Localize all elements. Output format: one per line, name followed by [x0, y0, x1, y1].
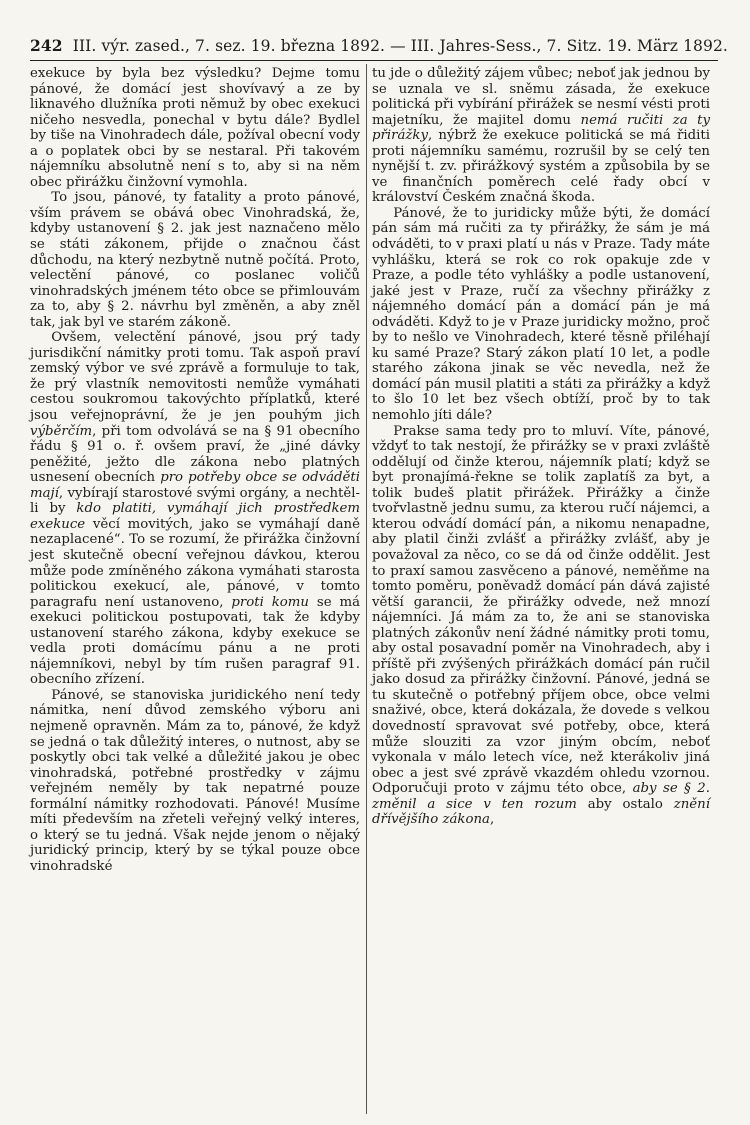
header-rule — [30, 60, 718, 61]
paragraph — [372, 424, 710, 828]
paragraph — [30, 688, 360, 875]
emphasis-text: výběrčím — [30, 423, 93, 439]
body-text: věcí movitých, jako se vymáhají daně nezaplacené“. To se rozumí, že přirážka činžovní jest skutečně obecní veřejnou dávkou, kterou může pode zmíněného zákona vymáhati starosta politickou exekucí, ale, pánové, v tomto paragrafu není ustanoveno, — [30, 516, 360, 610]
page-header — [30, 36, 728, 55]
paragraph — [372, 206, 710, 424]
emphasis-text: aby se § 2. změnil a sice v ten rozum — [372, 781, 710, 812]
body-text: , vybírají starostové svými orgány, a nechtěl-li by — [30, 485, 360, 517]
header-text: III. výr. zased., 7. sez. 19. března 1892. — III. Jahres-Sess., 7. Sitz. 19. März 1892. — [72, 37, 728, 55]
body-text: se má exekuci politickou postupovati, tak že kdyby ustanovení starého zákona, kdyby exekuce se vedla proti domácímu pánu a ne proti nájemníkovi, nebyl by tím rušen paragraf 91. obecního zřízení. — [30, 594, 360, 688]
right-column — [372, 66, 710, 828]
body-text: aby ostalo — [576, 796, 674, 812]
body-text: exekuce by byla bez výsledku? Dejme tomu pánové, že domácí jest shovívavý a ze by liknavého dlužníka proti němuž by obec exekuci ničeho nesvedla, ponechal v bytu dále? Bydlel by tiše na Vinohradech dále, požíval obecní vody a o poplatek obci by se nestaral. Při takovém nájemníku absolutně není s to, aby si na něm obec přirážku činžovní vymohla. — [30, 66, 360, 190]
body-text: Pánové, že to juridicky může býti, že domácí pán sám má ručiti za ty přirážky, že sám je má odváděti, to v praxi platí u nás v Praze. Tady máte vyhlášku, která se rok co rok opakuje zde v Praze, a podle této vyhlášky a podle ustanovení, jaké jest v Praze, ručí za všechny přirážky z nájemného domácí pán a domácí pán je má odváděti. Když to je v Praze juridicky možno, proč by to nešlo ve Vinohradech, které těsně přiléhají ku samé Praze? Starý zákon platí 10 let, a podle starého zákona jinak se věc nevedla, než že domácí pán musil platiti a státi za přirážky a když to šlo 10 let bez všech obtíží, proč by to tak nemohlo jíti dále? — [372, 205, 710, 424]
body-text: tu jde o důležitý zájem vůbec; neboť jak jednou by se uznala ve sl. sněmu zásada, že exekuce politická při vybírání přirážek se nesmí vésti proti majetníku, že majitel domu — [372, 66, 710, 128]
body-text: To jsou, pánové, ty fatality a proto pánové, vším právem se obává obec Vinohradská, že, kdyby ustanovení § 2. jak jest naznačeno mělo se státi zákonem, přijde o značnou část důchodu, na který nezbytně nutně počítá. Proto, velectění pánové, co poslanec voličů vinohradských jménem této obce se přimlouvám za to, aby § 2. návrhu byl změněn, a aby zněl tak, jak byl ve starém zákoně. — [30, 190, 360, 330]
body-text: Ovšem, velectění pánové, jsou prý tady jurisdikční námitky proti tomu. Tak aspoň praví zemský výbor ve své zprávě a formuluje to tak, že prý vlastník nemovitosti nemůže vymáhati cestou soukromou takovýchto příplatků, které jsou veřejnoprávní, že je jen pouhým jich — [30, 330, 360, 424]
paragraph — [372, 66, 710, 206]
emphasis-text: znění dřívějšího zákona — [372, 796, 710, 828]
column-divider — [366, 64, 367, 1114]
emphasis-text: kdo platiti, vymáhají jich prostředkem exekuce — [30, 501, 361, 532]
body-text: Prakse sama tedy pro to mluví. Víte, pánové, vždyť to tak nestojí, že přirážky se v praxi zvláště oddělují od činže kterou, nájemník platí; když se byt pronajímá-řekne se tolik zaplatíš za byt, a tolik budeš platit přirážek. Přirážky a činže tvořvlastně jednu sumu, za kterou ručí nájemci, a kterou odvádí domácí pán, a nikomu nenapadne, aby platil činži zvlášť a přirážky zvlášť, aby je považoval za něco, co se dá od činže oddělit. Jest to praxí samou zasvěceno a pánové, neměňme na tomto poměru, poněvadž domácí pán dává zajisté větší garancii, že přirážky odvede, než mnozí nájemníci. Já mám za to, že ani se stanoviska platných zákonův není žádné námitky proti tomu, aby ostal posavadní poměr na Vinohradech, aby i příště při zvýšených přirážkách domácí pán ručil jako dosud za přirážky činžovní. Pánové, jedná se tu skutečně o potřebný příjem obce, obce velmi snaživé, obce, která dokázala, že dovede s velkou dovedností spravovat své potřeby, obce, která může slouziti za vzor jiným obcím, neboť vykonala v málo letech více, než kterákoliv jiná obec a jest své zprávě vkazdém ohledu vzornou. Odporučuji proto v zájmu této obce, — [372, 423, 710, 797]
emphasis-text: nemá ručiti za ty přirážky — [372, 112, 710, 144]
body-text: , při tom odvolává se na § 91 obecního řádu § 91 o. ř. ovšem praví, že „jiné dávky peněžité, ježto dle zákona nebo platných usnesení obecních — [30, 423, 360, 486]
paragraph — [30, 66, 360, 190]
paragraph — [30, 330, 360, 688]
emphasis-text: proti komu — [231, 594, 309, 610]
body-text: , nýbrž že exekuce politická se má řiditi proti nájemníku samému, rozrušil by se celý ten nynější t. zv. přirážkový systém a způsobila by se ve finančních poměrech celé řady obcí v království Českém značná škoda. — [372, 128, 710, 206]
page-number: 242 — [30, 36, 63, 55]
left-column — [30, 66, 360, 874]
body-text: Pánové, se stanoviska juridického není tedy námitka, není důvod zemského výboru ani nejmeně opravněn. Mám za to, pánové, že když se jedná o tak důležitý interes, o nutnost, aby se poskytly obci tak velké a důležité jakou je obec vinohradská, potřebné prostředky v zájmu veřejném neměly by tak nepatrné pouze formální námitky rozhodovati. Pánové! Musíme míti především na zřeteli veřejný velký interes, o který se tu jedná. Však nejde jenom o nějaký juridický princip, který by se týkal pouze obce vinohradské — [30, 687, 360, 874]
paragraph — [30, 190, 360, 330]
body-text: , — [489, 812, 495, 828]
emphasis-text: pro potřeby obce se odváděti mají — [30, 470, 360, 501]
